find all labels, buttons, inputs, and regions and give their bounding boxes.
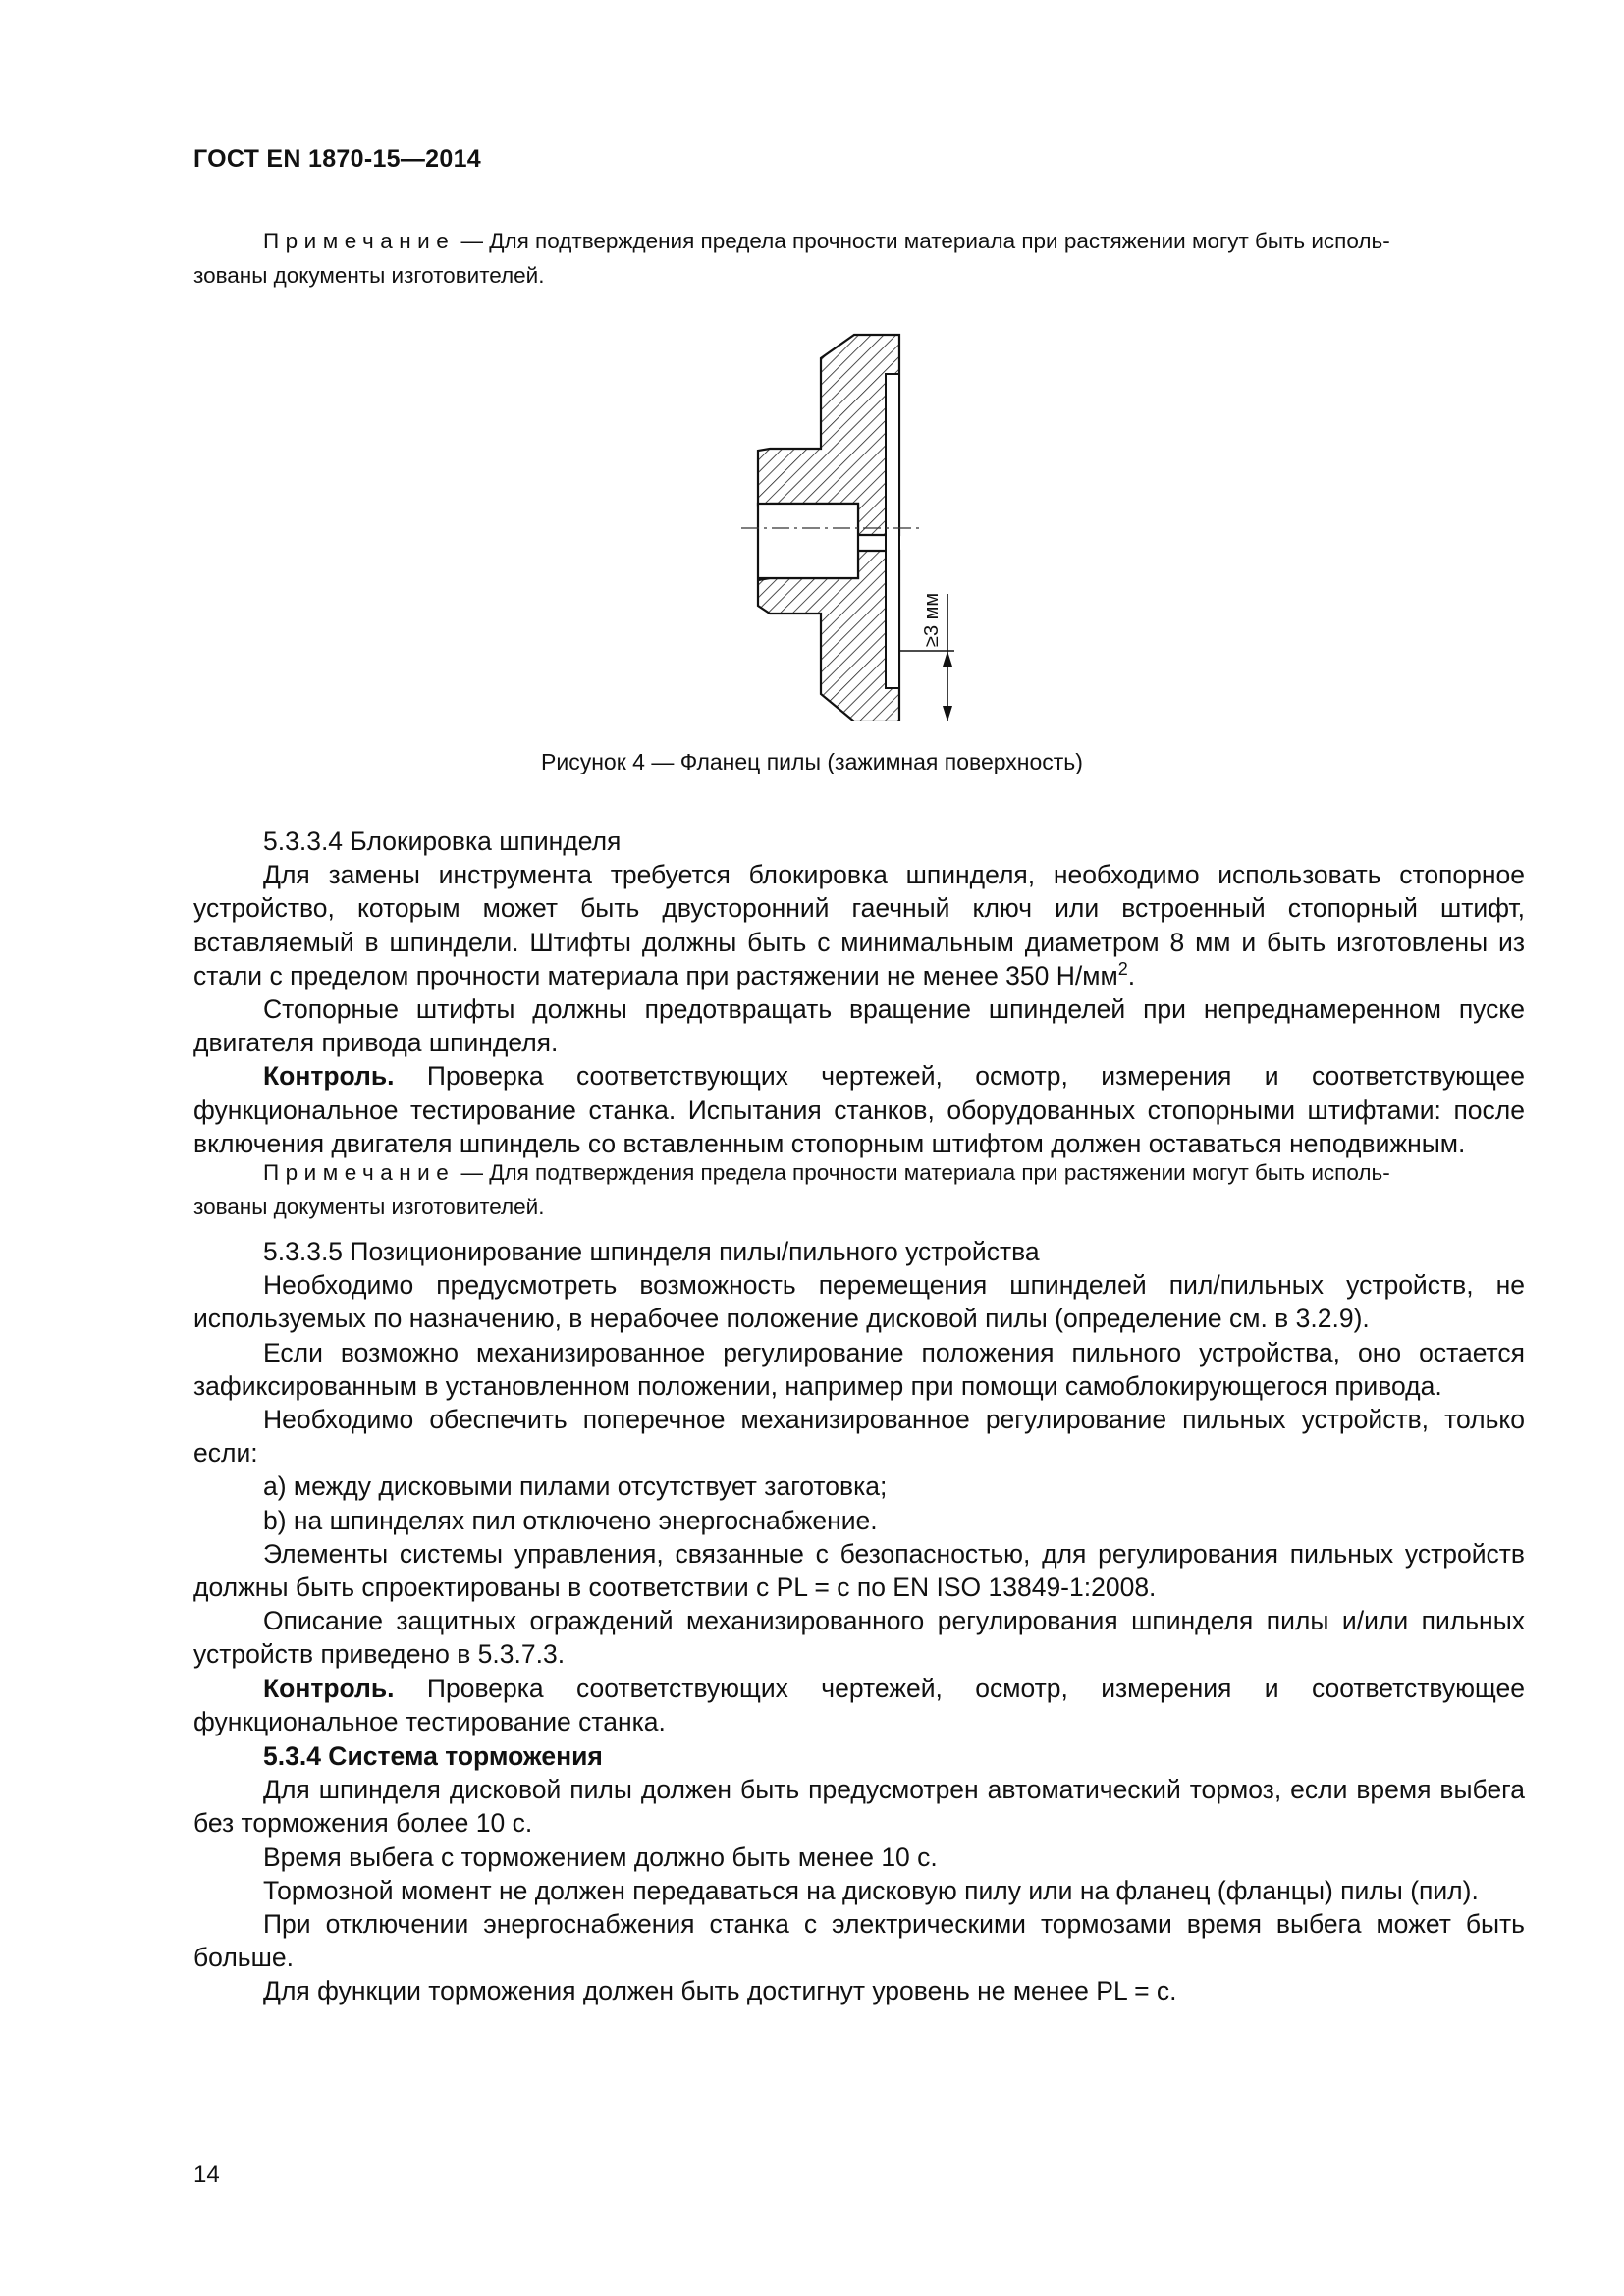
dimension-label: ≥3 мм bbox=[921, 592, 943, 647]
paragraph: Контроль. Проверка соответствующих чертежей, осмотр, измерения и соответствующее функциональное тестирование станка. bbox=[193, 1673, 1525, 1736]
note-label: Примечание bbox=[263, 229, 456, 253]
section-5-3-4 bbox=[193, 1739, 1525, 2008]
paragraph: Необходимо предусмотреть возможность перемещения шпинделей пил/пильных устройств, не используемых по назначению, в нерабочее положение дисковой пилы (определение см. в 3.2.9). bbox=[193, 1270, 1525, 1334]
paragraph: Для функции торможения должен быть достигнут уровень не менее PL = c. bbox=[263, 1976, 1177, 2006]
paragraph: Для шпинделя дисковой пилы должен быть предусмотрен автоматический тормоз, если время выбега без торможения более 10 с. bbox=[193, 1775, 1525, 1839]
paragraph: Описание защитных ограждений механизированного регулирования шпинделя пилы и/или пильных устройств приведено в 5.3.7.3. bbox=[193, 1606, 1525, 1670]
dim-arrow-top bbox=[943, 651, 952, 667]
list-item-b: b) на шпинделях пил отключено энергоснабжение. bbox=[263, 1505, 878, 1535]
note-label: Примечание bbox=[263, 1160, 456, 1185]
paragraph: Контроль. Проверка соответствующих чертежей, осмотр, измерения и соответствующее функциональное тестирование станка. Испытания станков, оборудованных стопорными штифтами: после включения двигателя шпиндель со вставленным стопорным штифтом должен оставаться неподвижным. bbox=[193, 1061, 1525, 1158]
paragraph: Время выбега с торможением должно быть менее 10 с. bbox=[263, 1842, 938, 1872]
list-item-a: a) между дисковыми пилами отсутствует заготовка; bbox=[263, 1471, 888, 1502]
section-heading: 5.3.3.4 Блокировка шпинделя bbox=[263, 827, 622, 856]
document-header: ГОСТ EN 1870-15—2014 bbox=[193, 145, 481, 173]
paragraph: Элементы системы управления, связанные с безопасностью, для регулирования пильных устройств должны быть спроектированы в соответствии с PL = c по EN ISO 13849-1:2008. bbox=[193, 1538, 1525, 1603]
flange-bore bbox=[758, 504, 858, 578]
clamping-face-recess bbox=[886, 374, 899, 688]
note-1 bbox=[193, 224, 1525, 293]
note-text-cont: зованы документы изготовителей. bbox=[193, 1195, 545, 1219]
section-5-3-3-5 bbox=[193, 1235, 1525, 1738]
note-text: — Для подтверждения предела прочности материала при растяжении могут быть исполь- bbox=[460, 1160, 1390, 1185]
note-text: — Для подтверждения предела прочности материала при растяжении могут быть исполь- bbox=[460, 229, 1390, 253]
paragraph: Если возможно механизированное регулирование положения пильного устройства, оно остается зафиксированным в установленном положении, например при помощи самоблокирующегося привода. bbox=[193, 1337, 1525, 1401]
page-number: 14 bbox=[193, 2162, 220, 2188]
paragraph: Необходимо обеспечить поперечное механизированное регулирование пильных устройств, только если: bbox=[193, 1405, 1525, 1468]
dim-arrow-bottom bbox=[943, 706, 952, 721]
paragraph: Для замены инструмента требуется блокировка шпинделя, необходимо использовать стопорное устройство, которым может быть двусторонний гаечный ключ или встроенный стопорный штифт, вставляемый в шпиндели. Штифты должны быть с минимальным диаметром 8 мм и быть изготовлены из стали с пределом прочности материала при растяжении не менее 350 $Н/мм^2$. bbox=[193, 860, 1525, 990]
section-5-3-3-4 bbox=[193, 825, 1525, 1160]
paragraph: Стопорные штифты должны предотвращать вращение шпинделей при непреднамеренном пуске двигателя привода шпинделя. bbox=[193, 994, 1525, 1058]
section-heading: 5.3.4 Система торможения bbox=[263, 1741, 603, 1771]
note-2 bbox=[193, 1155, 1525, 1224]
paragraph: При отключении энергоснабжения станка с электрическими тормозами время выбега может быть больше. bbox=[193, 1909, 1525, 1973]
section-heading: 5.3.3.5 Позиционирование шпинделя пилы/пильного устройства bbox=[263, 1237, 1040, 1266]
paragraph: Тормозной момент не должен передаваться на дисковую пилу или на фланец (фланцы) пилы (пил). bbox=[263, 1875, 1479, 1905]
note-text-cont: зованы документы изготовителей. bbox=[193, 263, 545, 288]
saw-flange-figure bbox=[727, 329, 972, 721]
figure-caption: Рисунок 4 — Фланец пилы (зажимная поверхность) bbox=[541, 749, 1083, 774]
